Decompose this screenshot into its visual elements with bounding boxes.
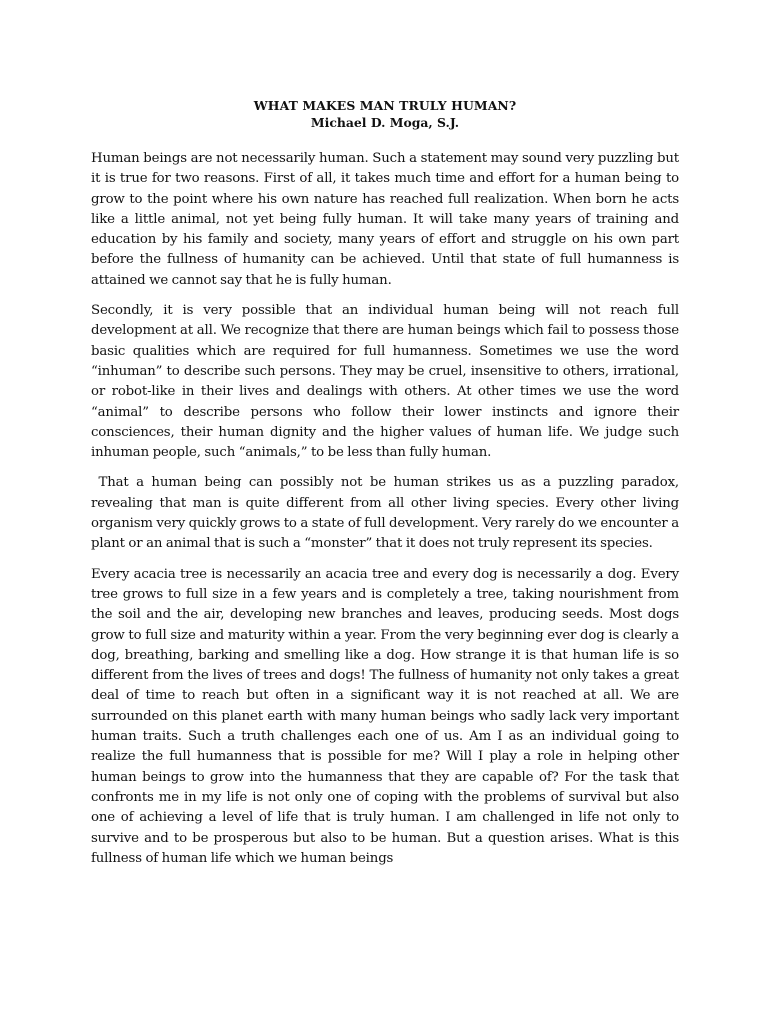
paragraph-2: Secondly, it is very possible that an individual human being will not reach full development at all. We recognize that there are human beings which fail to possess those basic qualities which are required for full humanness. Sometimes we use the word “inhuman” to describe such persons. They may be cruel, insensitive to others, irrational, or robot-like in their lives and dealings with others. At other times we use the word “animal” to describe persons who follow their lower instincts and ignore their consciences, their human dignity and the higher values of human life. We judge such inhuman people, such “animals,” to be less than fully human. [91,303,679,461]
document-page [91,97,683,879]
paragraph-3: That a human being can possibly not be human strikes us as a puzzling paradox, revealing that man is quite different from all other living species. Every other living organism very quickly grows to a state of full development. Very rarely do we encounter a plant or an animal that is such a “monster” that it does not truly represent its species. [91,475,683,552]
document-author: Michael D. Moga, S.J. [310,115,460,130]
paragraph-4: Every acacia tree is necessarily an acacia tree and every dog is necessarily a dog. Every tree grows to full size in a few years and is completely a tree, taking nourishment from the soil and the air, developing new branches and leaves, producing seeds. Most dogs grow to full size and maturity within a year. From the very beginning ever dog is clearly a dog, breathing, barking and smelling like a dog. How strange it is that human life is so different from the lives of trees and dogs! The fullness of humanity not only takes a great deal of time to reach but often in a significant way it is not reached at all. We are surrounded on this planet earth with many human beings who sadly lack very important human traits. Such a truth challenges each one of us. Am I as an individual going to realize the full humanness that is possible for me? Will I play a role in helping other human beings to grow into the humanness that they are capable of? For the task that confronts me in my life is not only one of coping with the problems of survival but also one of achieving a level of life that is truly human. I am challenged in life not only to survive and to be prosperous but also to be human. But a question arises. What is this fullness of human life which we human beings [91,566,679,866]
document-title: WHAT MAKES MAN TRULY HUMAN? [253,98,517,113]
paragraph-1: Human beings are not necessarily human. Such a statement may sound very puzzling but it is true for two reasons. First of all, it takes much time and effort for a human being to grow to the point where his own nature has reached full realization. When born he acts like a little animal, not yet being fully human. It will take many years of training and education by his family and society, many years of effort and struggle on his own part before the fullness of humanity can be achieved. Until that state of full humanness is attained we cannot say that he is fully human. [91,151,679,288]
